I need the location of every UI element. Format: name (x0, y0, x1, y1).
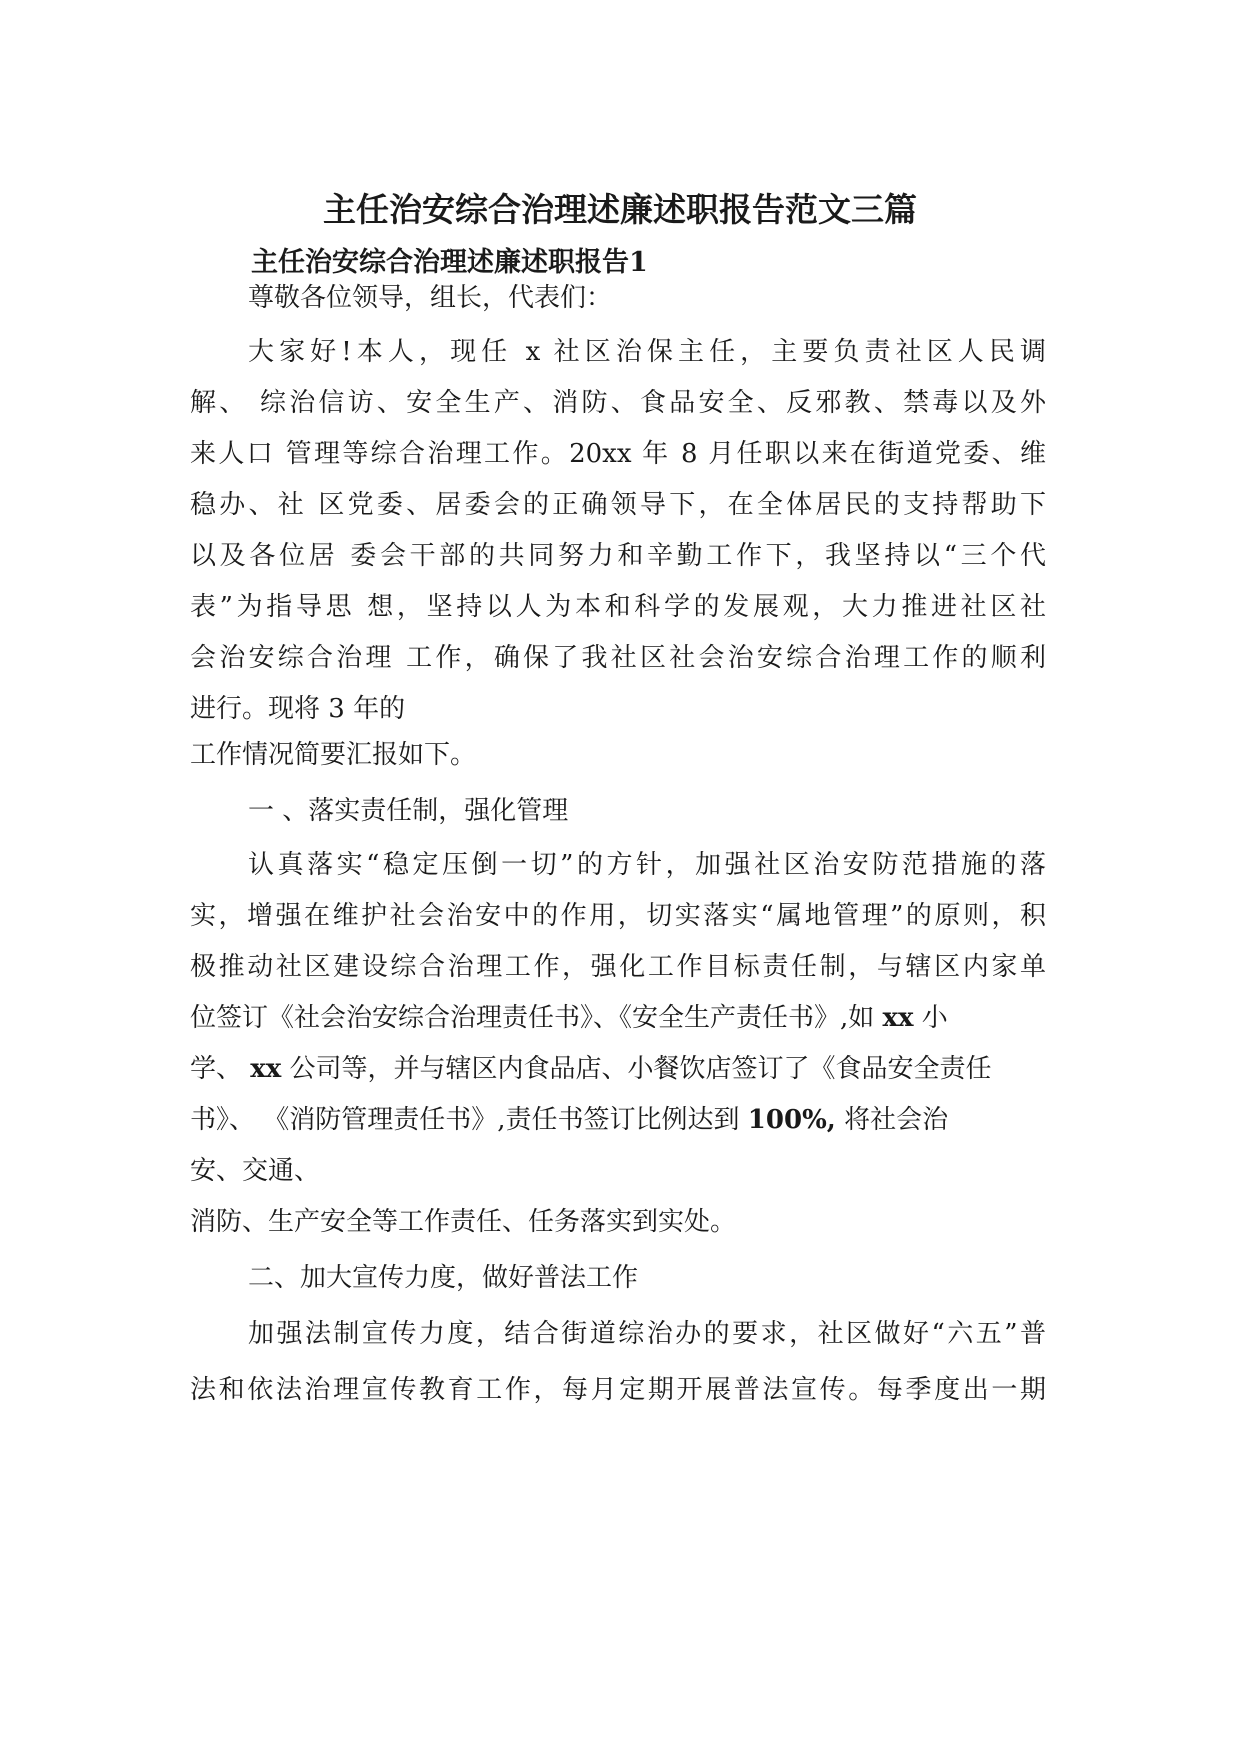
paragraph-line: 实，增强在维护社会治安中的作用，切实落实“属地管理”的原则，积 (190, 901, 1046, 931)
paragraph-line (190, 1051, 992, 1087)
document-title: 主任治安综合治理述廉述职报告范文三篇 (323, 190, 917, 229)
paragraph-line: 来人口 管理等综合治理工作。20xx 年 8 月任职以来在街道党委、维 (190, 439, 1046, 469)
paragraph-line (190, 1102, 948, 1138)
paragraph-line: 工作情况简要汇报如下。 (190, 740, 477, 770)
salutation: 尊敬各位领导，组长，代表们： (248, 283, 613, 313)
text-segment: 书》、 《消防管理责任书》,责任书签订比例达到 (190, 1105, 748, 1135)
paragraph-line: 极推动社区建设综合治理工作，强化工作目标责任制，与辖区内家单 (190, 952, 1046, 982)
text-segment: 公司等，并与辖区内食品店、小餐饮店签订了《食品安全责任 (281, 1054, 992, 1084)
paragraph-line: 大家好!本人，现任 x 社区治保主任，主要负责社区人民调 (248, 337, 1046, 367)
bold-text: 100%, (747, 1105, 836, 1135)
paragraph-line: 表”为指导思 想，坚持以人为本和科学的发展观，大力推进社区社 (190, 592, 1046, 622)
text-segment: 学、 (190, 1054, 251, 1084)
paragraph-line: 认真落实“稳定压倒一切”的方针，加强社区治安防范措施的落 (248, 850, 1046, 880)
text-segment: 位签订《社会治安综合治理责任书》、《安全生产责任书》,如 (190, 1003, 883, 1033)
paragraph-line: 解、 综治信访、安全生产、消防、食品安全、反邪教、禁毒以及外 (190, 388, 1046, 418)
text-segment: 将社会治 (835, 1105, 949, 1135)
paragraph-line: 进行。现将 3 年的 (190, 694, 406, 724)
paragraph-line: 消防、生产安全等工作责任、任务落实到实处。 (190, 1207, 737, 1237)
section-heading-2: 二、加大宣传力度，做好普法工作 (248, 1263, 639, 1293)
paragraph-line: 安、交通、 (190, 1156, 321, 1186)
paragraph-line: 加强法制宣传力度，结合街道综治办的要求，社区做好“六五”普 (248, 1319, 1046, 1349)
paragraph-line: 法和依法治理宣传教育工作，每月定期开展普法宣传。每季度出一期 (190, 1375, 1046, 1405)
section-heading-1: 一 、落实责任制，强化管理 (248, 796, 569, 826)
paragraph-line: 稳办、社 区党委、居委会的正确领导下，在全体居民的支持帮助下 (190, 490, 1046, 520)
text-segment: 小 (913, 1003, 948, 1033)
bold-text: xx (250, 1054, 282, 1084)
paragraph-line: 以及各位居 委会干部的共同努力和辛勤工作下，我坚持以“三个代 (190, 541, 1046, 571)
paragraph-line (190, 1000, 948, 1036)
bold-text: xx (882, 1003, 914, 1033)
paragraph-line: 会治安综合治理 工作，确保了我社区社会治安综合治理工作的顺利 (190, 643, 1046, 673)
report-subtitle: 主任治安综合治理述廉述职报告1 (251, 247, 648, 278)
